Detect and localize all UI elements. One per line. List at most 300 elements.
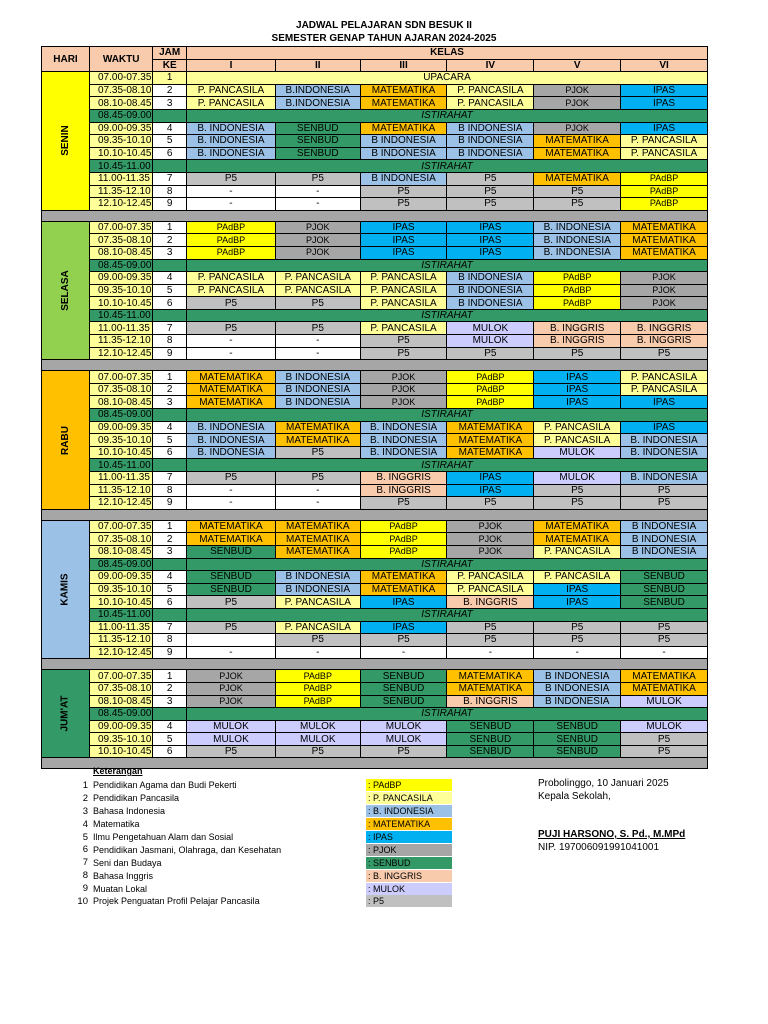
subject-cell: SENBUD	[447, 733, 534, 746]
subject-cell: B. INDONESIA	[187, 434, 276, 447]
subject-cell: P. PANCASILA	[621, 135, 708, 148]
subject-cell: P5	[360, 335, 447, 348]
subject-cell: -	[275, 646, 360, 659]
time-cell: 11.35-12.10	[90, 185, 153, 198]
subject-cell: IPAS	[621, 122, 708, 135]
subject-cell: P5	[360, 745, 447, 758]
subject-cell: P5	[187, 297, 276, 310]
subject-cell: IPAS	[534, 396, 621, 409]
jam-cell: 4	[153, 720, 187, 733]
legend-item	[70, 869, 452, 882]
time-cell: 07.00-07.35	[90, 72, 153, 85]
header-kelas: KELAS	[187, 47, 708, 60]
subject-cell: IPAS	[621, 396, 708, 409]
legend-number: 7	[82, 857, 88, 869]
subject-cell: -	[187, 198, 276, 211]
jam-cell: 1	[153, 371, 187, 384]
subject-cell: B.INDONESIA	[275, 84, 360, 97]
jam-cell: 8	[153, 634, 187, 647]
table-row	[42, 396, 708, 409]
time-cell: 12.10-12.45	[90, 198, 153, 211]
subject-cell: MATEMATIKA	[447, 670, 534, 683]
subject-cell: B INDONESIA	[360, 135, 447, 148]
subject-cell: MATEMATIKA	[275, 520, 360, 533]
subject-cell: PAdBP	[275, 695, 360, 708]
subject-cell: P5	[275, 745, 360, 758]
jam-cell: 5	[153, 434, 187, 447]
jam-cell	[153, 409, 187, 422]
legend-item	[70, 882, 452, 895]
subject-cell: IPAS	[447, 221, 534, 234]
table-row	[42, 172, 708, 185]
subject-cell: MULOK	[187, 720, 276, 733]
time-cell: 08.45-09.00	[90, 558, 153, 571]
time-cell: 09.35-10.10	[90, 583, 153, 596]
subject-cell: B. INGGRIS	[621, 335, 708, 348]
subject-cell: -	[275, 497, 360, 510]
legend-description: Bahasa Indonesia	[93, 806, 166, 817]
jam-cell: 9	[153, 646, 187, 659]
subject-cell: B. INDONESIA	[621, 446, 708, 459]
header-class-2: II	[275, 59, 360, 72]
table-row	[42, 745, 708, 758]
jam-cell: 7	[153, 472, 187, 485]
subject-cell: MATEMATIKA	[621, 234, 708, 247]
jam-cell: 9	[153, 198, 187, 211]
subject-cell: P. PANCASILA	[534, 545, 621, 558]
schedule-table	[41, 46, 708, 769]
subject-cell: P. PANCASILA	[447, 583, 534, 596]
subject-cell: PAdBP	[187, 234, 276, 247]
subject-cell: -	[275, 185, 360, 198]
jam-cell: 6	[153, 297, 187, 310]
subject-cell: P. PANCASILA	[447, 571, 534, 584]
subject-cell: -	[187, 335, 276, 348]
jam-cell	[153, 708, 187, 721]
break-cell: ISTIRAHAT	[187, 558, 708, 571]
break-cell: ISTIRAHAT	[187, 608, 708, 621]
subject-cell: MATEMATIKA	[447, 421, 534, 434]
time-cell: 10.10-10.45	[90, 147, 153, 160]
subject-cell: SENBUD	[360, 695, 447, 708]
table-row	[42, 646, 708, 659]
table-row	[42, 596, 708, 609]
day-name: KAMIS	[59, 573, 71, 606]
table-row	[42, 84, 708, 97]
table-row	[42, 472, 708, 485]
subject-cell: MATEMATIKA	[534, 172, 621, 185]
subject-cell: PJOK	[360, 383, 447, 396]
jam-cell: 1	[153, 72, 187, 85]
time-cell: 10.10-10.45	[90, 446, 153, 459]
time-cell: 12.10-12.45	[90, 497, 153, 510]
separator-cell	[42, 659, 708, 670]
subject-cell: B. INDONESIA	[621, 434, 708, 447]
legend-code: : P5	[366, 895, 452, 907]
subject-cell: MULOK	[360, 733, 447, 746]
subject-cell: MATEMATIKA	[187, 533, 276, 546]
subject-cell: B INDONESIA	[275, 371, 360, 384]
subject-cell: P5	[447, 497, 534, 510]
subject-cell: P5	[187, 322, 276, 335]
time-cell: 07.35-08.10	[90, 682, 153, 695]
jam-cell: 2	[153, 84, 187, 97]
subject-cell: IPAS	[534, 596, 621, 609]
subject-cell: PAdBP	[360, 533, 447, 546]
subject-cell: B. INGGRIS	[447, 695, 534, 708]
subject-cell: MATEMATIKA	[360, 97, 447, 110]
table-row	[42, 545, 708, 558]
subject-cell: B. INDONESIA	[534, 234, 621, 247]
day-separator	[42, 509, 708, 520]
subject-cell: MATEMATIKA	[187, 383, 276, 396]
header-waktu: WAKTU	[90, 47, 153, 72]
subject-cell: P5	[275, 634, 360, 647]
legend-number: 4	[82, 818, 88, 830]
signature-position: Kepala Sekolah,	[538, 791, 611, 802]
table-row	[42, 72, 708, 85]
legend-item	[70, 843, 452, 856]
subject-cell: PAdBP	[534, 297, 621, 310]
jam-cell: 9	[153, 497, 187, 510]
subject-cell: PJOK	[447, 533, 534, 546]
subject-cell: SENBUD	[275, 135, 360, 148]
table-row	[42, 670, 708, 683]
subject-cell: SENBUD	[621, 596, 708, 609]
subject-cell: P. PANCASILA	[360, 297, 447, 310]
jam-cell: 4	[153, 272, 187, 285]
legend-item	[70, 818, 452, 831]
subject-cell: B INDONESIA	[275, 396, 360, 409]
table-row	[42, 122, 708, 135]
legend-item	[70, 792, 452, 805]
subject-cell: MATEMATIKA	[621, 682, 708, 695]
subject-cell: -	[187, 484, 276, 497]
subject-cell: -	[187, 185, 276, 198]
subject-cell: -	[621, 646, 708, 659]
table-row	[42, 421, 708, 434]
subject-cell: P5	[447, 185, 534, 198]
legend-code: : SENBUD	[366, 857, 452, 869]
legend-description: Pendidikan Agama dan Budi Pekerti	[93, 780, 237, 791]
jam-cell: 6	[153, 596, 187, 609]
legend-description: Ilmu Pengetahuan Alam dan Sosial	[93, 832, 234, 842]
subject-cell: PJOK	[275, 221, 360, 234]
subject-cell: P5	[187, 596, 276, 609]
jam-cell	[153, 558, 187, 571]
jam-cell: 5	[153, 284, 187, 297]
subject-cell: P. PANCASILA	[534, 434, 621, 447]
jam-cell	[153, 259, 187, 272]
subject-cell: P5	[534, 634, 621, 647]
subject-cell: MATEMATIKA	[534, 135, 621, 148]
jam-cell: 3	[153, 545, 187, 558]
table-row	[42, 160, 708, 173]
signature-nip: NIP. 197006091991041001	[538, 842, 660, 853]
subject-cell: SENBUD	[447, 745, 534, 758]
table-row	[42, 497, 708, 510]
subject-cell: PAdBP	[360, 520, 447, 533]
subject-cell: IPAS	[447, 234, 534, 247]
table-row	[42, 185, 708, 198]
jam-cell: 2	[153, 682, 187, 695]
subject-cell: -	[360, 646, 447, 659]
subject-cell: -	[275, 347, 360, 360]
subject-cell: MULOK	[621, 720, 708, 733]
legend-item	[70, 805, 452, 818]
time-cell: 11.35-12.10	[90, 484, 153, 497]
subject-cell: B INDONESIA	[275, 571, 360, 584]
subject-cell: IPAS	[621, 97, 708, 110]
subject-cell: PJOK	[621, 272, 708, 285]
subject-cell: -	[534, 646, 621, 659]
jam-cell	[153, 109, 187, 122]
time-cell: 11.35-12.10	[90, 634, 153, 647]
subject-cell: PAdBP	[360, 545, 447, 558]
time-cell: 08.45-09.00	[90, 109, 153, 122]
subject-cell: P5	[275, 446, 360, 459]
subject-cell: MULOK	[187, 733, 276, 746]
time-cell: 09.00-09.35	[90, 571, 153, 584]
header-class-5: V	[534, 59, 621, 72]
jam-cell: 1	[153, 221, 187, 234]
subject-cell: B. INGGRIS	[621, 322, 708, 335]
table-row	[42, 621, 708, 634]
jam-cell: 4	[153, 122, 187, 135]
subject-cell: PJOK	[534, 97, 621, 110]
subject-cell: -	[275, 484, 360, 497]
subject-cell: SENBUD	[187, 545, 276, 558]
subject-cell: MATEMATIKA	[621, 221, 708, 234]
subject-cell: P5	[360, 634, 447, 647]
subject-cell: P. PANCASILA	[360, 322, 447, 335]
subject-cell: P5	[447, 198, 534, 211]
schedule-title: JADWAL PELAJARAN SDN BESUK II	[296, 20, 472, 31]
jam-cell: 8	[153, 185, 187, 198]
subject-cell: MULOK	[534, 446, 621, 459]
subject-cell: B.INDONESIA	[275, 97, 360, 110]
subject-cell: SENBUD	[275, 122, 360, 135]
legend-code: : MATEMATIKA	[366, 818, 452, 830]
subject-cell: P. PANCASILA	[187, 97, 276, 110]
subject-cell: PAdBP	[621, 172, 708, 185]
time-cell: 11.35-12.10	[90, 335, 153, 348]
subject-cell: MATEMATIKA	[447, 682, 534, 695]
header-jam: JAM	[153, 47, 187, 60]
subject-cell: SENBUD	[275, 147, 360, 160]
subject-cell: P5	[621, 621, 708, 634]
subject-cell: P5	[360, 198, 447, 211]
subject-cell: SENBUD	[360, 682, 447, 695]
legend-list	[70, 779, 452, 908]
subject-cell: P5	[360, 497, 447, 510]
subject-cell: B INDONESIA	[447, 297, 534, 310]
subject-cell: -	[187, 347, 276, 360]
table-row	[42, 259, 708, 272]
subject-cell: P. PANCASILA	[534, 571, 621, 584]
subject-cell: P. PANCASILA	[621, 147, 708, 160]
table-row	[42, 571, 708, 584]
subject-cell: P5	[187, 745, 276, 758]
legend-code: : MULOK	[366, 883, 452, 895]
subject-cell: MATEMATIKA	[360, 84, 447, 97]
table-row	[42, 533, 708, 546]
legend-number: 9	[82, 883, 88, 895]
subject-cell: P. PANCASILA	[275, 284, 360, 297]
jam-cell: 4	[153, 571, 187, 584]
table-row	[42, 135, 708, 148]
day-label	[42, 670, 90, 758]
subject-cell: SENBUD	[621, 583, 708, 596]
time-cell: 09.00-09.35	[90, 720, 153, 733]
subject-cell: IPAS	[534, 383, 621, 396]
subject-cell: P. PANCASILA	[621, 371, 708, 384]
subject-cell: B INDONESIA	[447, 147, 534, 160]
jam-cell: 2	[153, 383, 187, 396]
subject-cell: MATEMATIKA	[275, 434, 360, 447]
day-separator	[42, 210, 708, 221]
subject-cell: -	[447, 646, 534, 659]
subject-cell: MATEMATIKA	[447, 446, 534, 459]
subject-cell: P5	[447, 634, 534, 647]
subject-cell: B. INDONESIA	[534, 221, 621, 234]
subject-cell: B. INDONESIA	[187, 446, 276, 459]
table-row	[42, 109, 708, 122]
schedule-body	[42, 72, 708, 769]
subject-cell: -	[187, 646, 276, 659]
header-class-4: IV	[447, 59, 534, 72]
table-row	[42, 383, 708, 396]
jam-cell: 5	[153, 583, 187, 596]
time-cell: 10.45-11.00	[90, 608, 153, 621]
table-row	[42, 335, 708, 348]
subject-cell: PAdBP	[534, 284, 621, 297]
jam-cell: 4	[153, 421, 187, 434]
upacara-cell: UPACARA	[187, 72, 708, 85]
subject-cell: PJOK	[621, 284, 708, 297]
subject-cell: IPAS	[360, 221, 447, 234]
time-cell: 11.00-11.35	[90, 621, 153, 634]
table-row	[42, 272, 708, 285]
time-cell: 09.00-09.35	[90, 421, 153, 434]
subject-cell: MULOK	[275, 720, 360, 733]
subject-cell: B. INDONESIA	[360, 421, 447, 434]
jam-cell: 8	[153, 335, 187, 348]
subject-cell: IPAS	[534, 371, 621, 384]
jam-cell: 9	[153, 347, 187, 360]
subject-cell	[187, 634, 276, 647]
jam-cell: 6	[153, 745, 187, 758]
subject-cell: P. PANCASILA	[360, 284, 447, 297]
subject-cell: B. INDONESIA	[187, 147, 276, 160]
subject-cell: PAdBP	[534, 272, 621, 285]
time-cell: 07.00-07.35	[90, 670, 153, 683]
time-cell: 09.35-10.10	[90, 135, 153, 148]
subject-cell: PAdBP	[621, 185, 708, 198]
table-row	[42, 720, 708, 733]
table-row	[42, 409, 708, 422]
jam-cell: 7	[153, 322, 187, 335]
subject-cell: P. PANCASILA	[275, 596, 360, 609]
subject-cell: PJOK	[534, 122, 621, 135]
subject-cell: IPAS	[360, 621, 447, 634]
jam-cell: 7	[153, 621, 187, 634]
subject-cell: P. PANCASILA	[621, 383, 708, 396]
subject-cell: PAdBP	[447, 396, 534, 409]
table-row	[42, 484, 708, 497]
jam-cell: 8	[153, 484, 187, 497]
subject-cell: P5	[275, 172, 360, 185]
subject-cell: P5	[621, 347, 708, 360]
jam-cell: 3	[153, 695, 187, 708]
subject-cell: MATEMATIKA	[275, 545, 360, 558]
legend-number: 6	[82, 844, 88, 856]
legend-number: 1	[82, 779, 88, 791]
subject-cell: B. INGGRIS	[534, 322, 621, 335]
subject-cell: P5	[187, 172, 276, 185]
table-row	[42, 708, 708, 721]
subject-cell: -	[275, 335, 360, 348]
subject-cell: IPAS	[447, 472, 534, 485]
header-row-1	[42, 47, 708, 60]
subject-cell: P5	[187, 621, 276, 634]
subject-cell: SENBUD	[534, 745, 621, 758]
jam-cell: 2	[153, 533, 187, 546]
subject-cell: -	[187, 497, 276, 510]
table-row	[42, 234, 708, 247]
subject-cell: SENBUD	[360, 670, 447, 683]
time-cell: 07.35-08.10	[90, 533, 153, 546]
subject-cell: MATEMATIKA	[534, 520, 621, 533]
day-label	[42, 221, 90, 360]
subject-cell: P. PANCASILA	[534, 421, 621, 434]
time-cell: 10.10-10.45	[90, 745, 153, 758]
time-cell: 08.10-08.45	[90, 97, 153, 110]
day-name: SELASA	[60, 270, 71, 311]
day-label	[42, 520, 90, 659]
subject-cell: B. INGGRIS	[447, 596, 534, 609]
time-cell: 09.00-09.35	[90, 122, 153, 135]
subject-cell: MATEMATIKA	[275, 421, 360, 434]
jam-cell: 7	[153, 172, 187, 185]
subject-cell: B. INDONESIA	[187, 421, 276, 434]
time-cell: 09.00-09.35	[90, 272, 153, 285]
subject-cell: PAdBP	[187, 221, 276, 234]
subject-cell: MATEMATIKA	[621, 670, 708, 683]
jam-cell	[153, 309, 187, 322]
day-separator	[42, 659, 708, 670]
time-cell: 07.35-08.10	[90, 234, 153, 247]
subject-cell: IPAS	[360, 596, 447, 609]
subject-cell: B INDONESIA	[621, 520, 708, 533]
subject-cell: MATEMATIKA	[187, 371, 276, 384]
subject-cell: PJOK	[360, 371, 447, 384]
time-cell: 07.00-07.35	[90, 520, 153, 533]
subject-cell: MATEMATIKA	[187, 520, 276, 533]
subject-cell: P5	[621, 733, 708, 746]
table-row	[42, 309, 708, 322]
time-cell: 10.10-10.45	[90, 596, 153, 609]
legend-number: 10	[77, 895, 88, 907]
subject-cell: B INDONESIA	[447, 284, 534, 297]
time-cell: 08.10-08.45	[90, 246, 153, 259]
table-row	[42, 284, 708, 297]
table-row	[42, 97, 708, 110]
separator-cell	[42, 509, 708, 520]
time-cell: 07.35-08.10	[90, 383, 153, 396]
jam-cell: 1	[153, 520, 187, 533]
break-cell: ISTIRAHAT	[187, 309, 708, 322]
